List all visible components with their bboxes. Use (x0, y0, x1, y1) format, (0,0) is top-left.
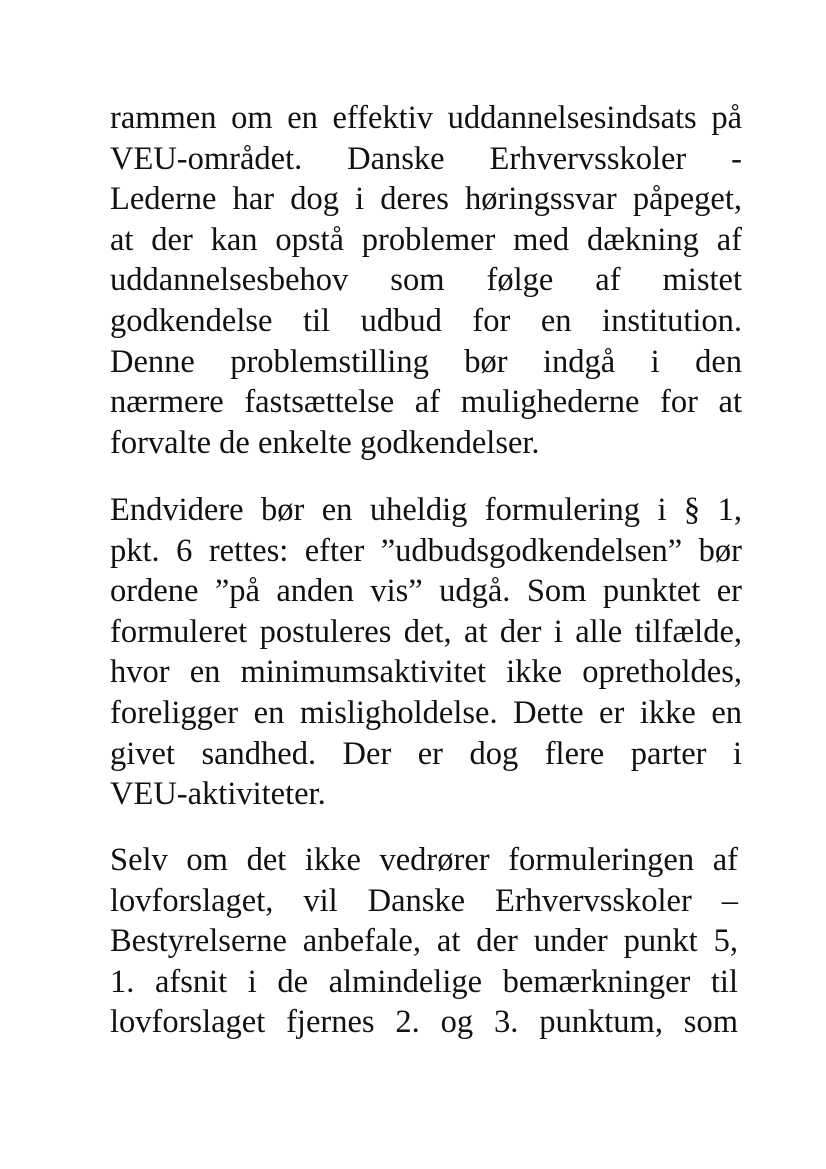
text-line: hvor en minimumsaktivitet ikke opretholdes, (110, 654, 742, 691)
text-line: Selv om det ikke vedrører formuleringen af (110, 842, 738, 878)
paragraph-paragraf-1-pkt-6 (110, 490, 742, 815)
text-line: at der kan opstå problemer med dækning af (110, 221, 742, 258)
text-line: VEU-aktiviteter. (110, 776, 326, 813)
text-line: Endvidere bør en uheldig formulering i § 1, (110, 492, 742, 528)
text-line: uddannelsesbehov som følge af mistet (110, 262, 742, 299)
paragraph-veu-godkendelse (110, 98, 742, 463)
text-line: lovforslaget fjernes 2. og 3. punktum, som (110, 1004, 738, 1041)
text-line: formuleret postuleres det, at der i alle tilfælde, (110, 613, 742, 650)
text-line: Denne problemstilling bør indgå i den (110, 343, 742, 380)
text-line: Bestyrelserne anbefale, at der under punkt 5, (110, 923, 738, 960)
text-line: forvalte de enkelte godkendelser. (110, 424, 540, 461)
text-line: 1. afsnit i de almindelige bemærkninger til (110, 963, 738, 1000)
text-line: foreligger en misligholdelse. Dette er ikke en (110, 694, 742, 731)
text-line: godkendelse til udbud for en institution. (110, 302, 742, 339)
text-line: pkt. 6 rettes: efter ”udbudsgodkendelsen” bør (110, 532, 742, 569)
paragraph-bestyrelserne-anbefaling (110, 840, 738, 1043)
text-line: Lederne har dog i deres høringssvar påpeget, (110, 181, 742, 218)
text-line: givet sandhed. Der er dog flere parter i (110, 735, 742, 772)
text-line: VEU-området. Danske Erhvervsskoler - (110, 140, 742, 177)
text-line: nærmere fastsættelse af mulighederne for at (110, 384, 742, 421)
text-line: lovforslaget, vil Danske Erhvervsskoler – (110, 882, 738, 919)
text-line: rammen om en effektiv uddannelsesindsats på (110, 100, 742, 136)
text-line: ordene ”på anden vis” udgå. Som punktet er (110, 573, 742, 610)
